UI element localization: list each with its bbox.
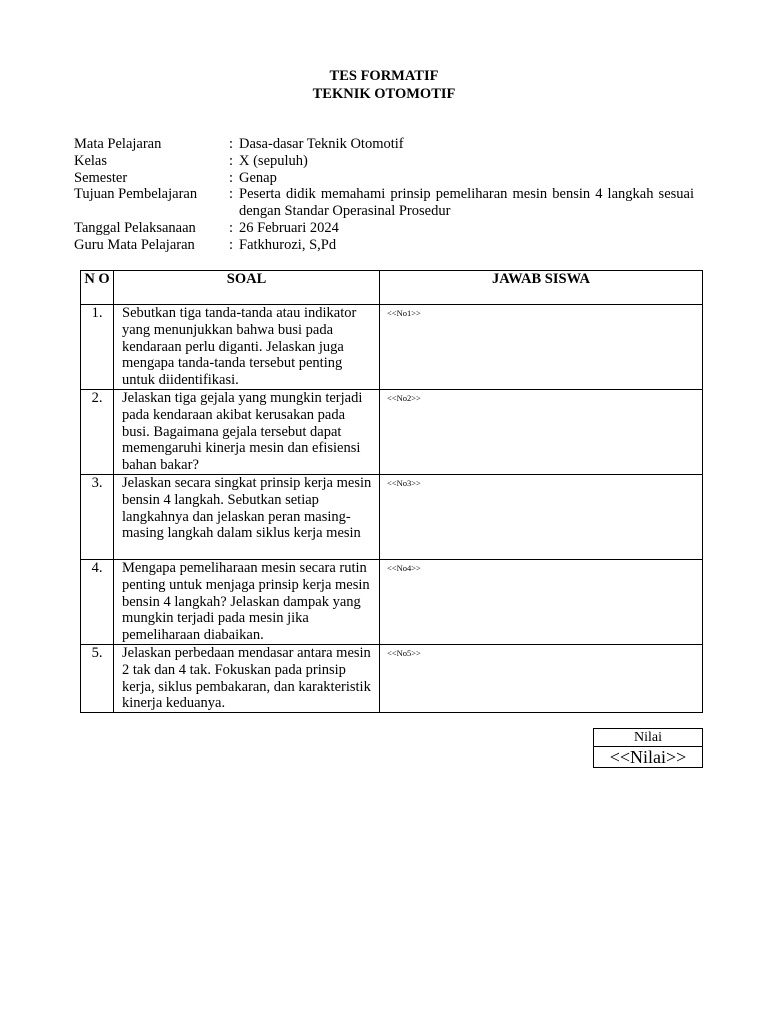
header-jawab-siswa: JAWAB SISWA [380,271,703,305]
info-row-tujuan-pembelajaran [74,186,694,220]
answer-cell[interactable]: <<No5>> [380,645,703,713]
score-box [593,728,703,768]
table-row [81,305,703,390]
document-title: TES FORMATIF [329,68,439,84]
question-number: 2. [81,390,114,475]
info-block [74,136,694,254]
question-text: Jelaskan perbedaan mendasar antara mesin 2 tak dan 4 tak. Fokuskan pada prinsip kerja, siklus pembakaran, dan karakteristik kinerja keduanya. [114,645,380,713]
question-table [80,270,703,713]
info-label: Kelas [74,152,108,169]
info-label: Semester [74,169,128,186]
table-row [81,390,703,475]
info-colon: : [229,219,234,236]
question-text: Mengapa pemeliharaan mesin secara rutin penting untuk menjaga prinsip kerja mesin bensin 4 langkah? Jelaskan dampak yang mungkin terjadi pada mesin jika pemeliharaan diabaikan. [114,560,380,645]
question-number: 4. [81,560,114,645]
table-header-row [81,271,703,305]
table-row [81,475,703,560]
header-no: N O [81,271,114,305]
answer-cell[interactable]: <<No3>> [380,475,703,560]
question-number: 3. [81,475,114,560]
question-text: Jelaskan tiga gejala yang mungkin terjadi pada kendaraan akibat kerusakan pada busi. Bagaimana gejala tersebut dapat memengaruhi kinerja mesin dan efisiensi bahan bakar? [114,390,380,475]
question-text: Jelaskan secara singkat prinsip kerja mesin bensin 4 langkah. Sebutkan setiap langkahnya dan jelaskan peran masing-masing langkah dalam siklus kerja mesin [114,475,380,560]
info-label: Guru Mata Pelajaran [74,236,195,253]
info-value: Peserta didik memahami prinsip pemeliharan mesin bensin 4 langkah sesuai dengan Standar Operasinal Prosedur [239,186,694,220]
info-value: Genap [239,169,277,186]
table-row [81,560,703,645]
question-number: 1. [81,305,114,390]
info-row-tanggal-pelaksanaan [74,220,694,237]
score-label: Nilai [594,729,703,747]
table-row [81,645,703,713]
answer-cell[interactable]: <<No4>> [380,560,703,645]
header-soal: SOAL [114,271,380,305]
answer-cell[interactable]: <<No1>> [380,305,703,390]
info-colon: : [229,186,234,203]
info-colon: : [229,236,234,253]
info-label: Tanggal Pelaksanaan [74,219,196,236]
info-row-guru-mata-pelajaran [74,237,694,254]
info-value: Dasa-dasar Teknik Otomotif [239,136,404,152]
info-value: Fatkhurozi, S,Pd [239,236,337,253]
info-row-mata-pelajaran [74,136,694,153]
question-number: 5. [81,645,114,713]
info-row-semester [74,170,694,187]
info-row-kelas [74,153,694,170]
info-colon: : [229,169,234,186]
answer-cell[interactable]: <<No2>> [380,390,703,475]
document-subtitle: TEKNIK OTOMOTIF [312,86,456,102]
info-label: Mata Pelajaran [74,136,162,152]
info-value: X (sepuluh) [239,152,308,169]
score-value[interactable]: <<Nilai>> [594,747,703,768]
info-value: 26 Februari 2024 [239,219,339,236]
info-label: Tujuan Pembelajaran [74,186,198,203]
info-colon: : [229,136,234,152]
info-colon: : [229,152,234,169]
question-text: Sebutkan tiga tanda-tanda atau indikator yang menunjukkan bahwa busi pada kendaraan perlu diganti. Jelaskan juga mengapa tanda-tanda tersebut penting untuk diidentifikasi. [114,305,380,390]
